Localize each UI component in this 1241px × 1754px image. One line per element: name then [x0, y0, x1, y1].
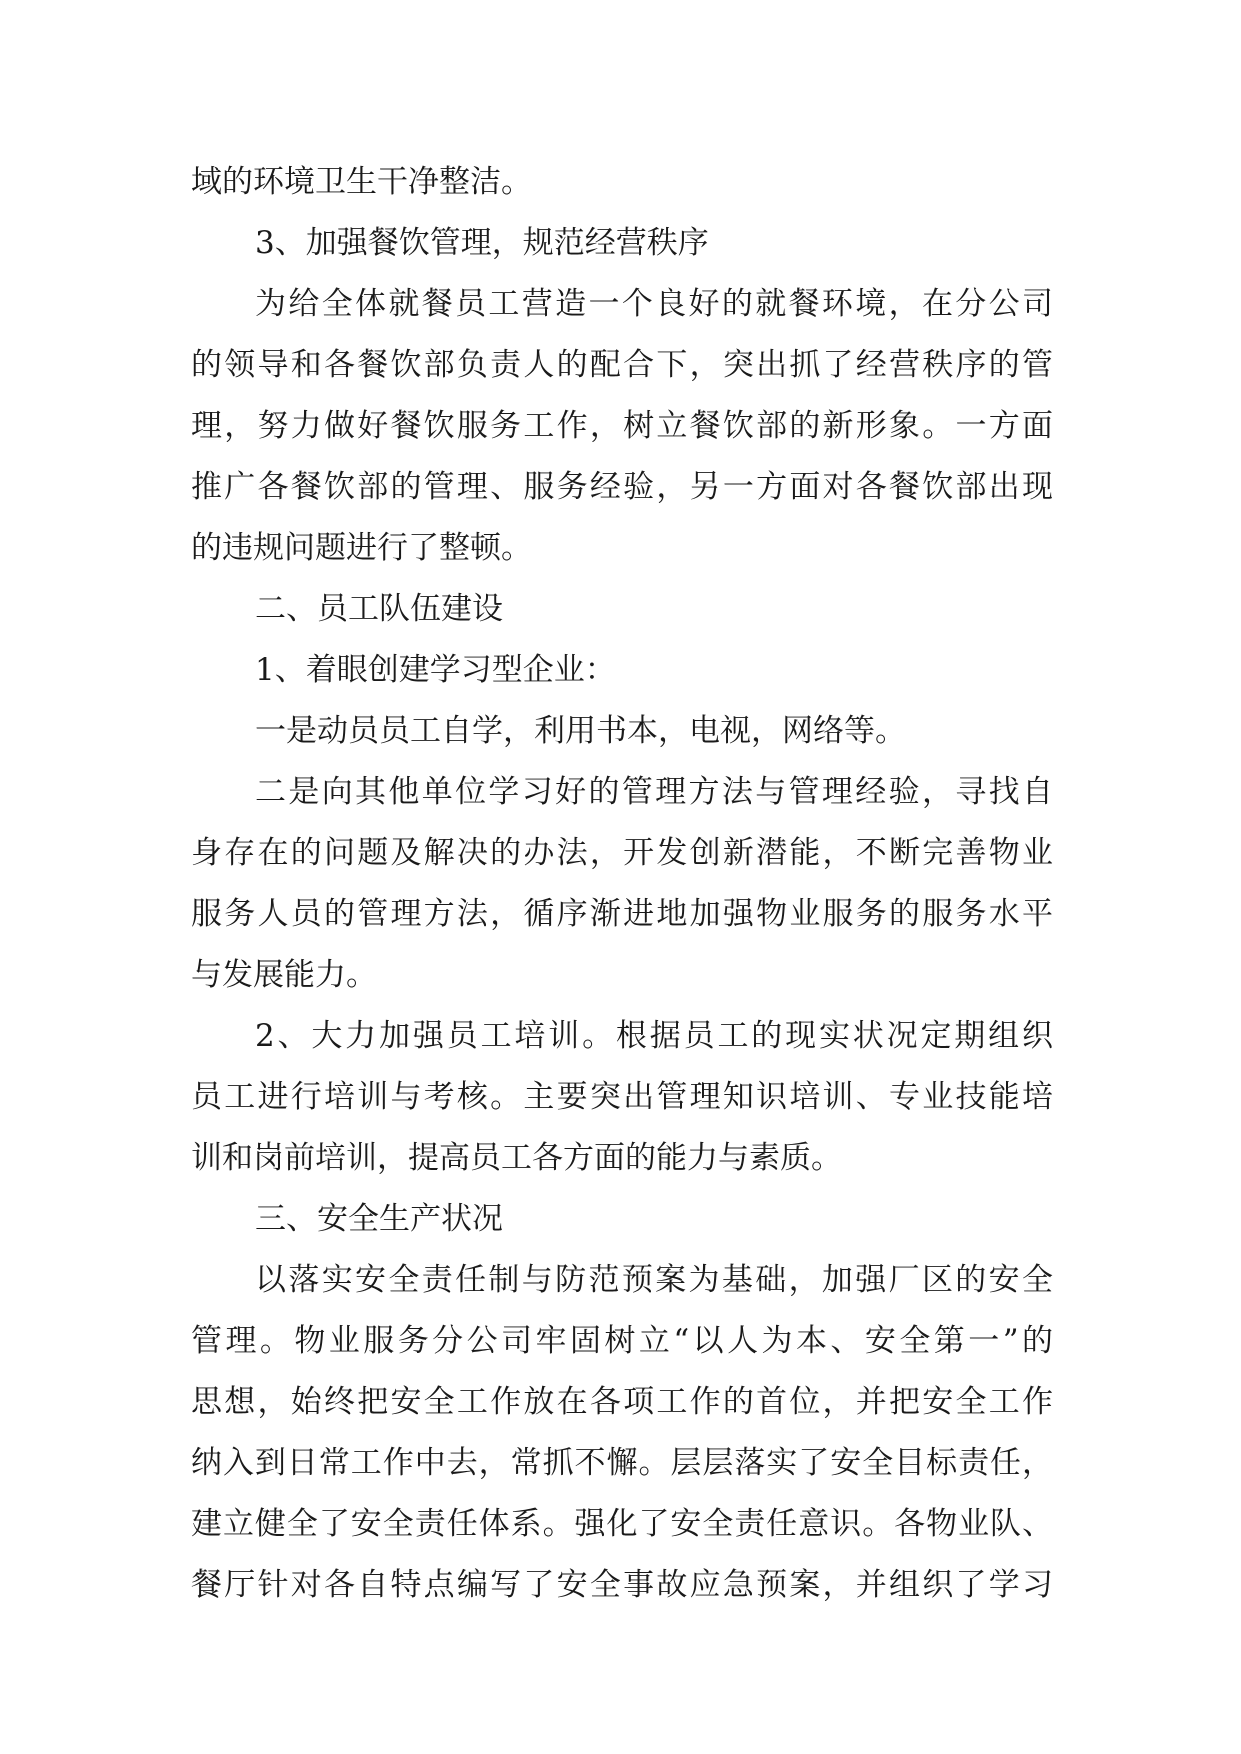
- subsection-heading: 1、着眼创建学习型企业：: [255, 652, 616, 688]
- text-line: 理，努力做好餐饮服务工作，树立餐饮部的新形象。一方面: [191, 408, 1053, 444]
- text-line: 域的环境卫生干净整洁。: [191, 164, 532, 200]
- text-line: 以落实安全责任制与防范预案为基础，加强厂区的安全: [255, 1262, 1053, 1298]
- text-line: 训和岗前培训，提高员工各方面的能力与素质。: [191, 1140, 842, 1176]
- text-line: 餐厅针对各自特点编写了安全事故应急预案，并组织了学习: [191, 1567, 1053, 1603]
- text-line: 一是动员员工自学，利用书本，电视，网络等。: [255, 713, 906, 749]
- text-line: 建立健全了安全责任体系。强化了安全责任意识。各物业队、: [191, 1506, 1053, 1542]
- section-heading: 二、员工队伍建设: [255, 591, 503, 627]
- text-line: 二是向其他单位学习好的管理方法与管理经验，寻找自: [255, 774, 1053, 810]
- text-line: 服务人员的管理方法，循序渐进地加强物业服务的服务水平: [191, 896, 1053, 932]
- section-heading: 3、加强餐饮管理，规范经营秩序: [255, 225, 709, 261]
- text-line: 与发展能力。: [191, 957, 377, 993]
- text-line: 管理。物业服务分公司牢固树立“以人为本、安全第一”的: [191, 1323, 1053, 1359]
- text-line: 身存在的问题及解决的办法，开发创新潜能，不断完善物业: [191, 835, 1053, 871]
- text-line: 的违规问题进行了整顿。: [191, 530, 532, 566]
- text-line: 思想，始终把安全工作放在各项工作的首位，并把安全工作: [191, 1384, 1053, 1420]
- text-line: 的领导和各餐饮部负责人的配合下，突出抓了经营秩序的管: [191, 347, 1053, 383]
- text-line: 员工进行培训与考核。主要突出管理知识培训、专业技能培: [191, 1079, 1053, 1115]
- text-line: 为给全体就餐员工营造一个良好的就餐环境，在分公司: [255, 286, 1053, 322]
- text-line: 2、大力加强员工培训。根据员工的现实状况定期组织: [255, 1018, 1053, 1054]
- text-line: 推广各餐饮部的管理、服务经验，另一方面对各餐饮部出现: [191, 469, 1053, 505]
- section-heading: 三、安全生产状况: [255, 1201, 503, 1237]
- text-line: 纳入到日常工作中去，常抓不懈。层层落实了安全目标责任，: [191, 1445, 1053, 1481]
- document-body: [191, 152, 1053, 1616]
